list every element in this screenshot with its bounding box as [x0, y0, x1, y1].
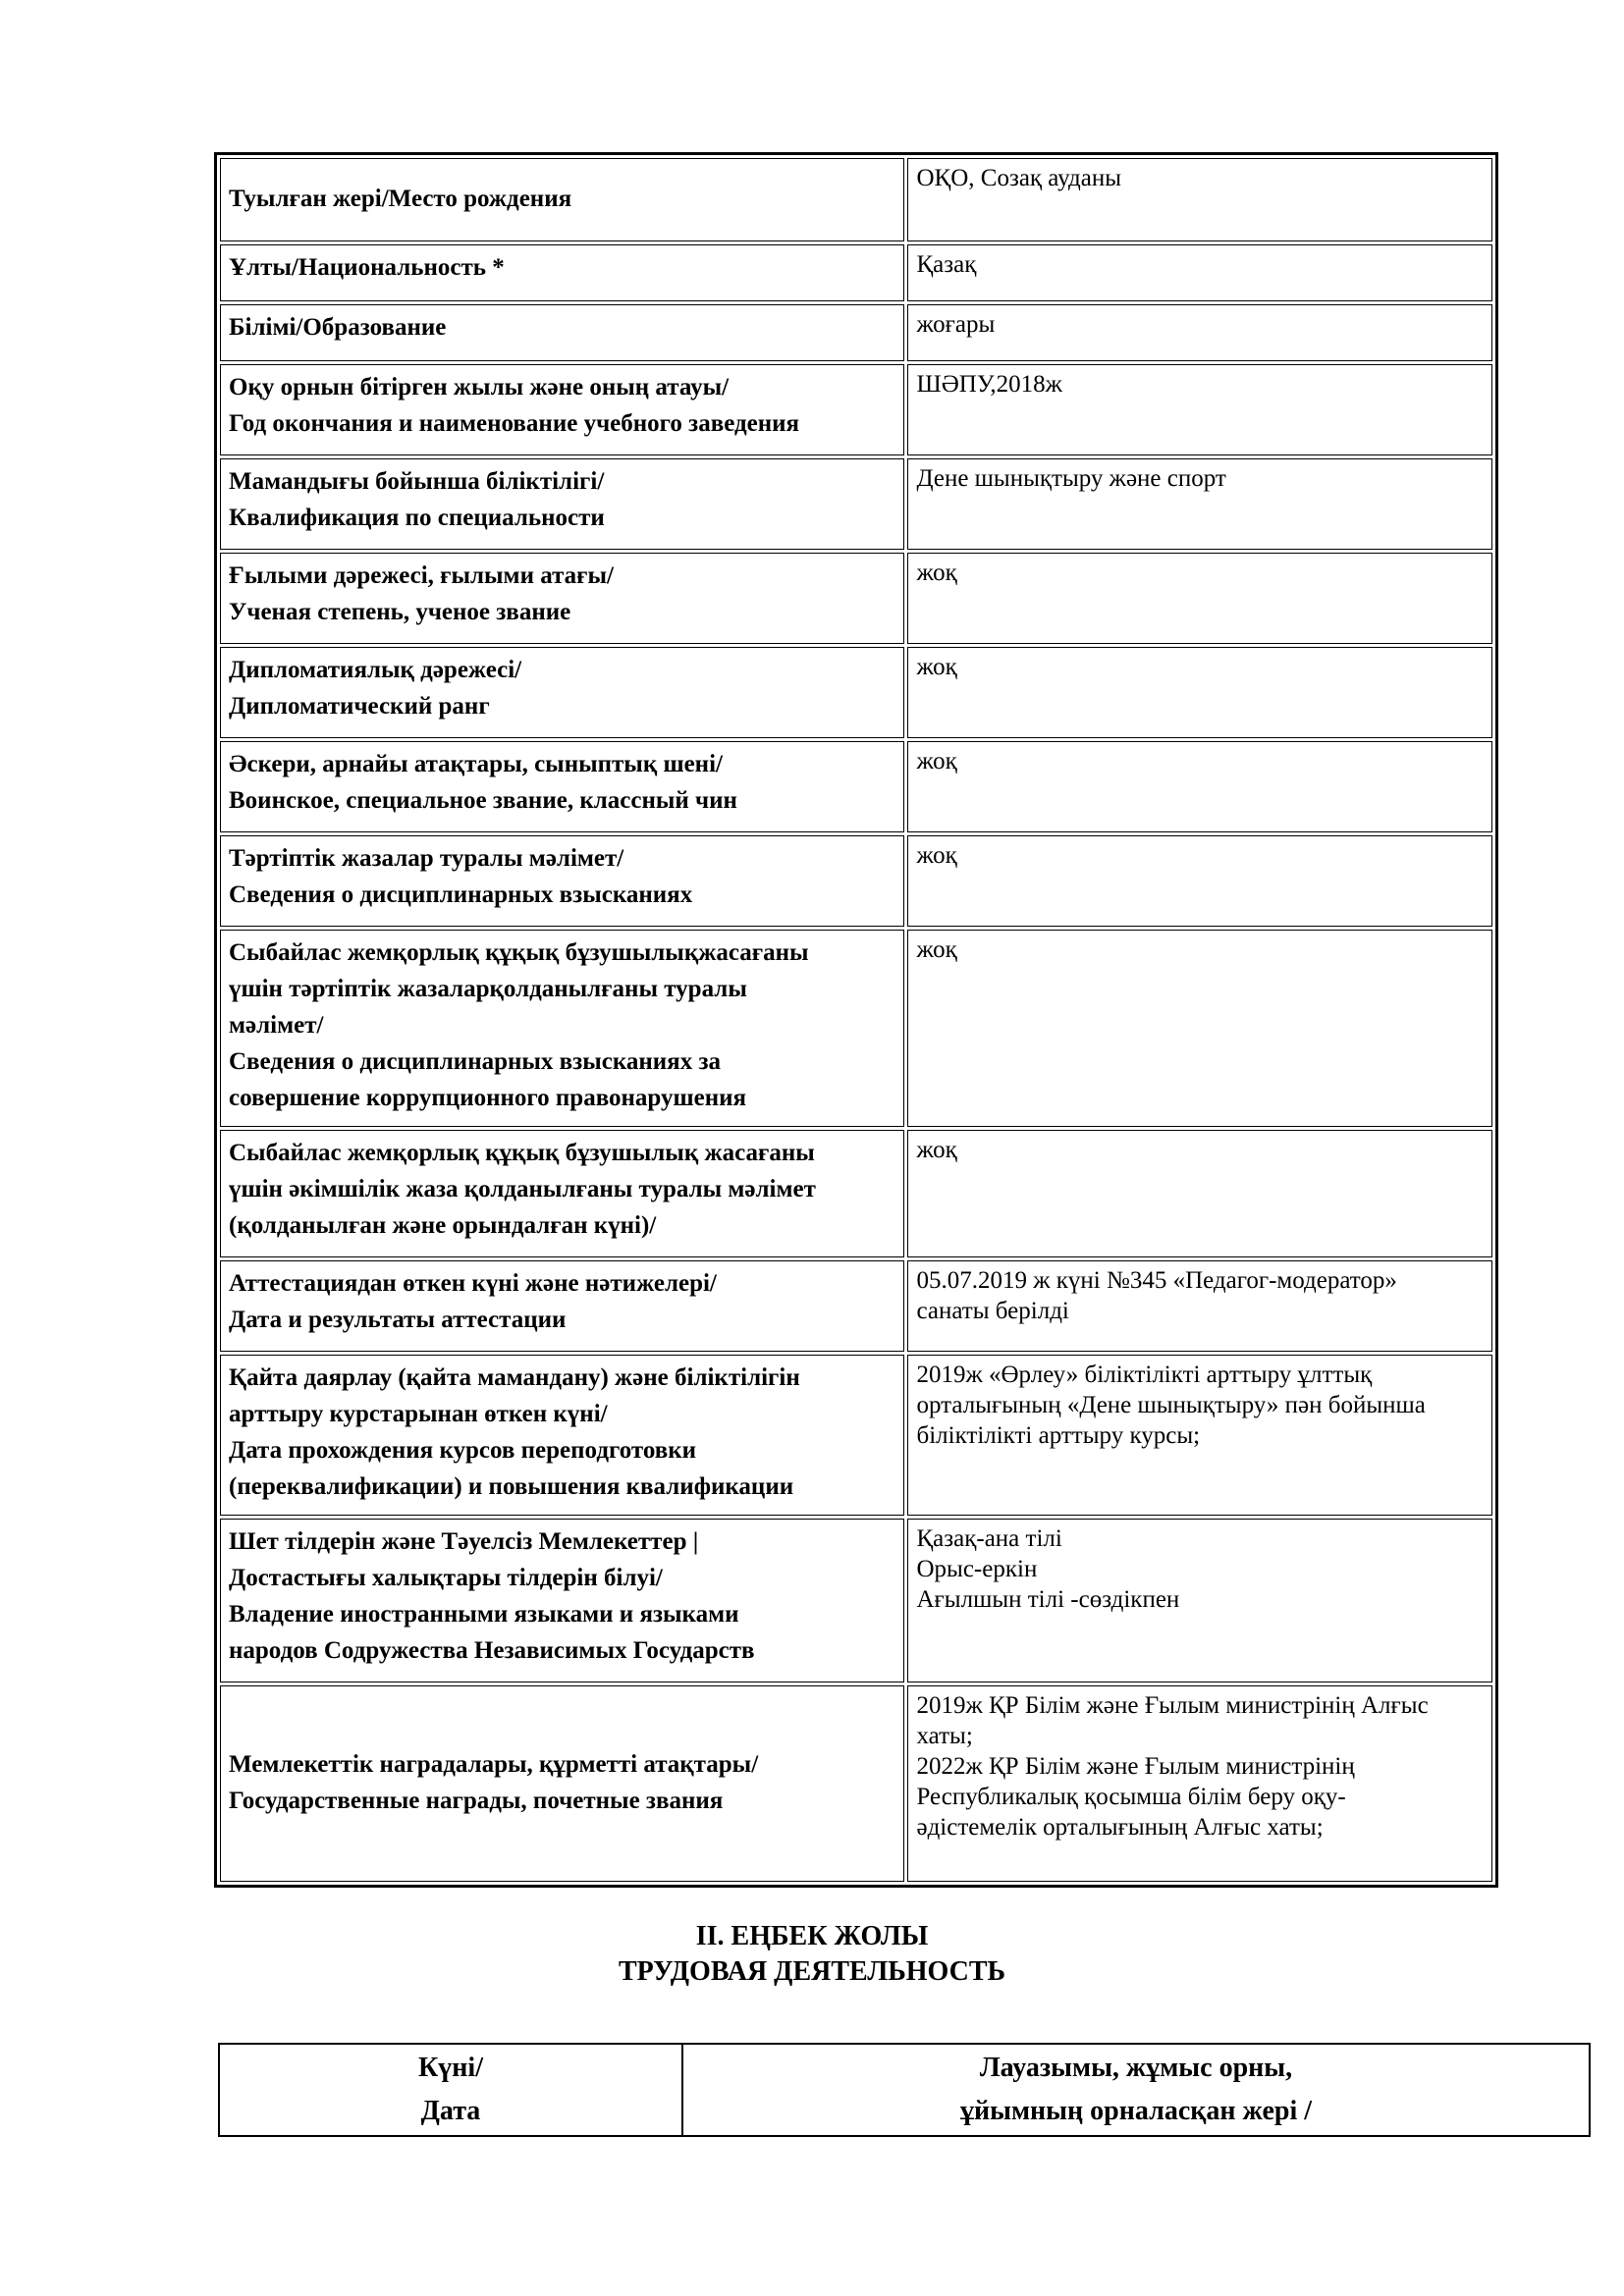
header-text: ұйымның орналасқан жері /	[959, 2096, 1313, 2126]
field-value	[907, 1260, 1492, 1352]
info-row	[220, 244, 1492, 301]
label-line: Год окончания и наименование учебного заведения	[229, 410, 800, 437]
value-line: ОҚО, Созақ ауданы	[916, 165, 1122, 191]
label-line: үшін әкімшілік жаза қолданылғаны туралы мәлімет	[229, 1176, 816, 1202]
label-line: Мамандығы бойынша біліктілігі/	[229, 468, 605, 495]
field-label	[220, 647, 904, 738]
field-label	[220, 553, 904, 644]
value-line: жоқ	[916, 842, 957, 869]
label-line: Государственные награды, почетные звания	[229, 1788, 724, 1814]
field-label	[220, 458, 904, 550]
field-value	[907, 553, 1492, 644]
field-label	[220, 364, 904, 455]
work-position-header	[682, 2044, 1590, 2136]
value-line: Дене шынықтыру және спорт	[916, 465, 1226, 492]
header-text: Дата	[420, 2096, 481, 2126]
label-line: Сведения о дисциплинарных взысканиях	[229, 881, 693, 908]
label-line: Квалификация по специальности	[229, 505, 605, 531]
field-label	[220, 1130, 904, 1257]
header-text: Лауазымы, жұмыс орны,	[979, 2053, 1293, 2083]
work-history-table	[218, 2043, 1591, 2137]
info-row	[220, 553, 1492, 644]
field-label	[220, 835, 904, 927]
label-line: Шет тілдерін және Тәуелсіз Мемлекеттер |	[229, 1528, 699, 1555]
work-date-header	[219, 2044, 682, 2136]
label-line: Дата и результаты аттестации	[229, 1307, 567, 1333]
field-label	[220, 1355, 904, 1516]
value-line: Ағылшын тілі -сөздікпен	[916, 1586, 1180, 1613]
value-line: жоқ	[916, 1137, 957, 1163]
label-line: народов Содружества Независимых Государств	[229, 1637, 755, 1664]
value-line: жоқ	[916, 748, 957, 774]
info-row	[220, 304, 1492, 361]
field-value	[907, 647, 1492, 738]
info-row	[220, 158, 1492, 241]
label-line: Туылған жері/Место рождения	[229, 186, 572, 212]
value-line: жоқ	[916, 654, 957, 680]
field-label	[220, 244, 904, 301]
field-label	[220, 741, 904, 832]
label-line: Әскери, арнайы атақтары, сыныптық шені/	[229, 751, 723, 777]
label-line: Ученая степень, ученое звание	[229, 599, 571, 625]
field-value	[907, 244, 1492, 301]
value-line: хаты;	[916, 1723, 973, 1749]
value-line: 2019ж ҚР Білім және Ғылым министрінің Алғыс	[916, 1692, 1429, 1719]
field-label	[220, 930, 904, 1127]
label-line: Ұлты/Национальность *	[229, 254, 505, 281]
info-row	[220, 458, 1492, 550]
field-label	[220, 158, 904, 241]
label-line: Қайта даярлау (қайта мамандану) және біліктілігін	[229, 1364, 800, 1391]
info-row	[220, 1130, 1492, 1257]
info-row	[220, 1260, 1492, 1352]
label-line: Аттестациядан өткен күні және нәтижелері/	[229, 1270, 717, 1297]
label-line: Достастығы халықтары тілдерін білуі/	[229, 1565, 663, 1591]
field-value	[907, 1130, 1492, 1257]
value-line: Орыс-еркін	[916, 1556, 1038, 1582]
value-line: біліктілікті арттыру курсы;	[916, 1422, 1201, 1449]
label-line: Дипломатиялық дәрежесі/	[229, 657, 522, 683]
value-line: 2022ж ҚР Білім және Ғылым министрінің	[916, 1753, 1355, 1780]
label-line: Білімі/Образование	[229, 314, 447, 341]
label-line: Владение иностранными языками и языками	[229, 1601, 739, 1628]
info-row	[220, 364, 1492, 455]
field-value	[907, 1685, 1492, 1882]
label-line: Дата прохождения курсов переподготовки	[229, 1437, 697, 1464]
info-row	[220, 1685, 1492, 1882]
field-value	[907, 741, 1492, 832]
section-subtitle: ТРУДОВАЯ ДЕЯТЕЛЬНОСТЬ	[618, 1956, 1006, 1987]
label-line: Сыбайлас жемқорлық құқық бұзушылықжасағаны	[229, 939, 809, 966]
value-line: орталығының «Дене шынықтыру» пән бойынша	[916, 1392, 1426, 1418]
value-line: жоқ	[916, 560, 957, 586]
value-line: ШӘПУ,2018ж	[916, 371, 1062, 398]
value-line: санаты берілді	[916, 1298, 1069, 1324]
info-row	[220, 647, 1492, 738]
work-table-header-row	[219, 2044, 1590, 2136]
value-line: Қазақ-ана тілі	[916, 1525, 1062, 1552]
personal-info-table	[214, 152, 1498, 1888]
label-line: Сыбайлас жемқорлық құқық бұзушылық жасағаны	[229, 1140, 815, 1166]
field-value	[907, 1355, 1492, 1516]
label-line: Ғылыми дәрежесі, ғылыми атағы/	[229, 562, 614, 589]
label-line: арттыру курстарынан өткен күні/	[229, 1401, 608, 1427]
field-value	[907, 158, 1492, 241]
label-line: совершение коррупционного правонарушения	[229, 1085, 747, 1111]
field-label	[220, 304, 904, 361]
field-value	[907, 458, 1492, 550]
label-line: Сведения о дисциплинарных взысканиях за	[229, 1048, 721, 1075]
info-row	[220, 741, 1492, 832]
info-row	[220, 930, 1492, 1127]
field-value	[907, 835, 1492, 927]
label-line: Воинское, специальное звание, классный чин	[229, 787, 737, 814]
value-line: Қазақ	[916, 251, 977, 278]
field-value	[907, 364, 1492, 455]
field-value	[907, 930, 1492, 1127]
label-line: Тәртіптік жазалар туралы мәлімет/	[229, 845, 624, 872]
field-label	[220, 1519, 904, 1682]
label-line: мәлімет/	[229, 1012, 324, 1039]
header-text: Күні/	[418, 2053, 483, 2083]
value-line: 2019ж «Өрлеу» біліктілікті арттыру ұлттық	[916, 1362, 1373, 1388]
field-label	[220, 1685, 904, 1882]
label-line: үшін тәртіптік жазаларқолданылғаны туралы	[229, 976, 747, 1002]
field-value	[907, 1519, 1492, 1682]
value-line: жоғары	[916, 311, 996, 338]
label-line: (переквалификации) и повышения квалификации	[229, 1473, 794, 1500]
field-value	[907, 304, 1492, 361]
label-line: Мемлекеттік наградалары, құрметті атақтары/	[229, 1751, 759, 1778]
label-line: Оқу орнын бітірген жылы және оның атауы/	[229, 374, 730, 400]
info-row	[220, 1355, 1492, 1516]
label-line: (қолданылған және орындалған күні)/	[229, 1212, 657, 1239]
value-line: 05.07.2019 ж күні №345 «Педагог-модератор»	[916, 1267, 1397, 1294]
label-line: Дипломатический ранг	[229, 693, 490, 720]
section-title: ІІ. ЕҢБЕК ЖОЛЫ	[695, 1921, 929, 1951]
value-line: жоқ	[916, 936, 957, 963]
info-row	[220, 835, 1492, 927]
info-row	[220, 1519, 1492, 1682]
value-line: Республикалық қосымша білім беру оқу-	[916, 1784, 1346, 1810]
value-line: әдістемелік орталығының Алғыс хаты;	[916, 1814, 1324, 1841]
field-label	[220, 1260, 904, 1352]
